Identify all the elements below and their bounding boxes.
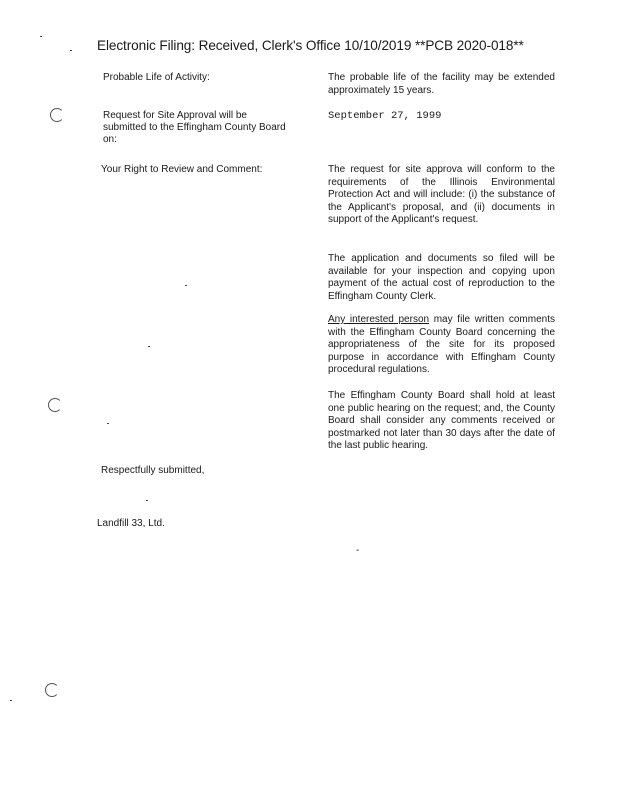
scan-speck	[185, 285, 187, 286]
site-approval-date: September 27, 1999	[328, 110, 442, 122]
signatory-name: Landfill 33, Ltd.	[97, 518, 165, 529]
footer-mark: -	[356, 545, 360, 556]
review-paragraph-3	[328, 314, 555, 377]
scan-speck	[10, 700, 12, 701]
hole-punch-mark-top	[50, 108, 64, 122]
interested-person-underlined: Any interested person	[328, 314, 430, 325]
scan-speck	[146, 500, 148, 501]
review-paragraph-4: The Effingham County Board shall hold at least one public hearing on the request; and, the County Board shall consider any comments received or postmarked not later than 30 days after the date of the last public hearing.	[328, 390, 555, 451]
scan-speck	[107, 423, 109, 424]
review-paragraph-1: The request for site approva will conform to the requirements of the Illinois Environmental Protection Act and will include: (i) the substance of the Applicant's proposal, and (ii) documents in support of the Applicant's request.	[328, 164, 555, 225]
scan-speck	[148, 346, 150, 347]
closing-salutation: Respectfully submitted,	[101, 465, 205, 476]
probable-life-value: The probable life of the facility may be extended approximately 15 years.	[328, 72, 555, 96]
scan-speck	[70, 50, 72, 51]
probable-life-label: Probable Life of Activity:	[103, 72, 210, 83]
filing-stamp-header: Electronic Filing: Received, Clerk's Office 10/10/2019 **PCB 2020-018**	[97, 38, 524, 53]
scan-speck	[40, 36, 42, 37]
site-approval-label: Request for Site Approval will be submitted to the Effingham County Board on:	[103, 110, 286, 145]
review-paragraph-2: The application and documents so filed will be available for your inspection and copying upon payment of the actual cost of reproduction to the Effingham County Clerk.	[328, 253, 555, 302]
hole-punch-mark-middle	[48, 398, 62, 412]
right-to-review-label: Your Right to Review and Comment:	[101, 164, 263, 175]
review-paragraph-3-rest: may file written comments with the Effingham County Board concerning the appropriateness of the site for its proposed purpose in accordance with Effingham County procedural regulations.	[328, 314, 555, 375]
hole-punch-mark-bottom	[45, 683, 59, 697]
